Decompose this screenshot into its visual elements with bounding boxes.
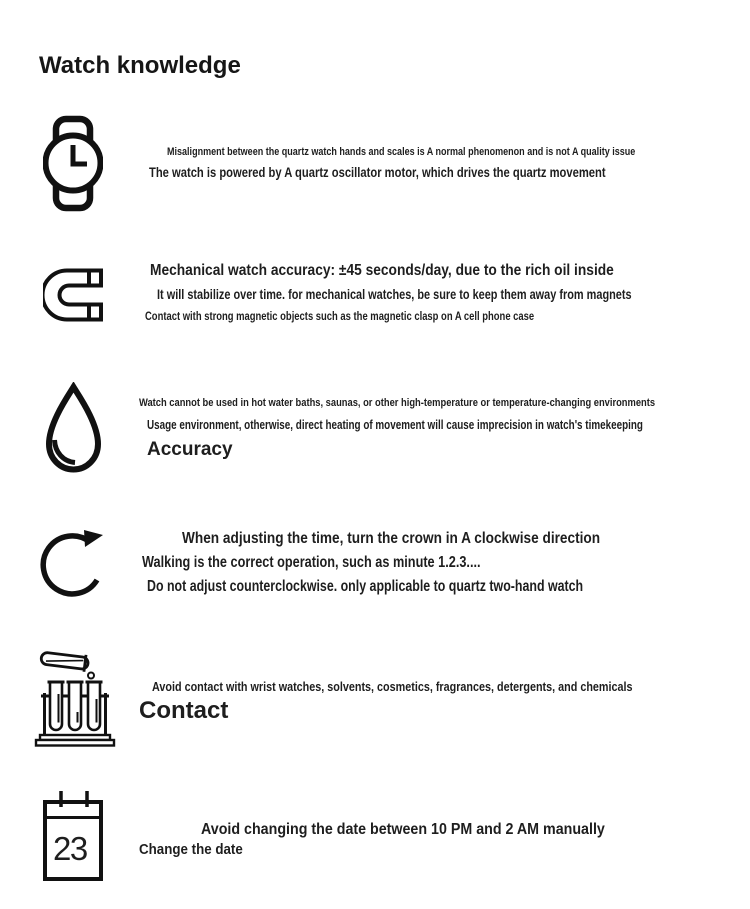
temperature-line-2: Usage environment, otherwise, direct heating of movement will cause imprecision in watch's timekeeping xyxy=(147,417,643,432)
magnet-headline: Mechanical watch accuracy: ±45 seconds/day, due to the rich oil inside xyxy=(150,262,614,279)
wrist-watch-icon xyxy=(43,112,103,215)
crown-line-1: When adjusting the time, turn the crown in A clockwise direction xyxy=(182,530,601,547)
magnet-icon xyxy=(43,268,103,322)
calendar-day-number: 23 xyxy=(53,830,87,867)
crown-line-3: Do not adjust counterclockwise. only applicable to quartz two-hand watch xyxy=(147,578,584,595)
clockwise-arrow-icon xyxy=(40,525,105,603)
chemicals-line-1: Avoid contact with wrist watches, solvents, cosmetics, fragrances, detergents, and chemicals xyxy=(152,679,633,694)
contact-heading: Contact xyxy=(139,697,229,724)
temperature-line-1: Watch cannot be used in hot water baths, saunas, or other high-temperature or temperature-changing environments xyxy=(139,397,656,409)
accuracy-heading: Accuracy xyxy=(147,439,233,460)
water-drop-icon xyxy=(42,382,105,476)
clockwise-arrow-icon-svg xyxy=(40,525,105,603)
magnet-line-2: It will stabilize over time. for mechanical watches, be sure to keep them away from magnets xyxy=(157,286,632,302)
crown-line-2: Walking is the correct operation, such as minute 1.2.3.... xyxy=(142,554,481,571)
calendar-icon xyxy=(42,790,104,882)
magnet-line-3: Contact with strong magnetic objects such as the magnetic clasp on A cell phone case xyxy=(145,311,535,323)
date-line-1: Avoid changing the date between 10 PM and 2 AM manually xyxy=(201,821,605,838)
page-title: Watch knowledge xyxy=(39,52,241,80)
water-drop-icon-svg xyxy=(42,382,105,476)
wrist-watch-icon-svg xyxy=(43,112,103,215)
quartz-note-line: Misalignment between the quartz watch hands and scales is A normal phenomenon and is not A quality issue xyxy=(167,146,636,158)
test-tubes-icon-svg xyxy=(34,649,116,747)
test-tubes-icon xyxy=(34,649,116,747)
quartz-main-line: The watch is powered by A quartz oscillator motor, which drives the quartz movement xyxy=(149,164,606,180)
magnet-icon-svg xyxy=(43,268,103,322)
date-line-2: Change the date xyxy=(139,842,243,858)
